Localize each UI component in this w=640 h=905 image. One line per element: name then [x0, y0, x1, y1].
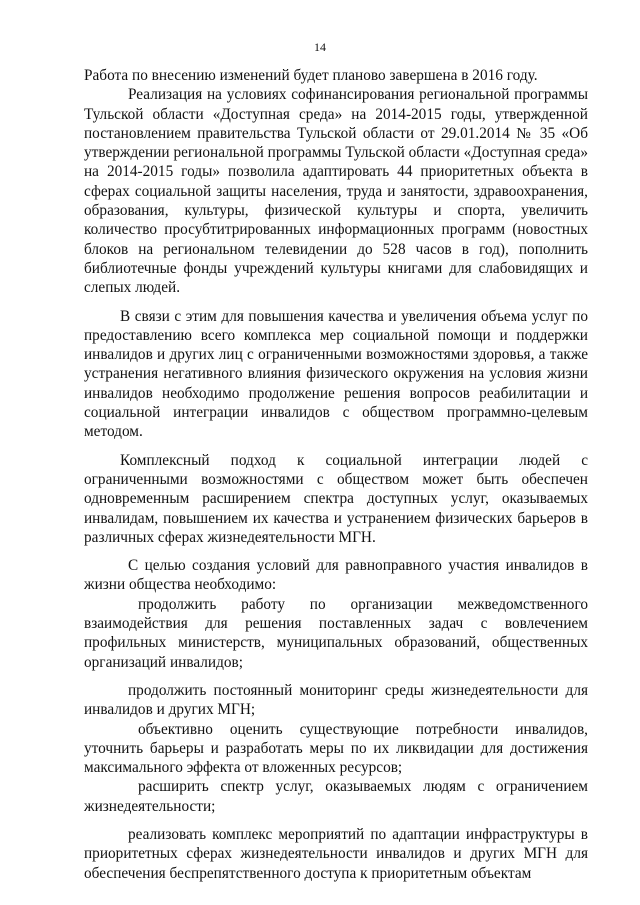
paragraph-complex-approach: Комплексный подход к социальной интеграции людей с ограниченными возможностями с обществом может быть обеспечен одновременным расширением спектра доступных услуг, оказываемых инвалидам, повышением их качества и устранением физических барьеров в различных сферах жизнедеятельности МГН. — [84, 451, 588, 546]
paragraph-goals-intro: С целью создания условий для равноправного участия инвалидов в жизни общества необходимо: — [84, 557, 588, 594]
list-item-monitoring: продолжить постоянный мониторинг среды жизнедеятельности для инвалидов и других МГН; — [84, 681, 588, 719]
body-text — [84, 66, 588, 883]
list-item-services: расширить спектр услуг, оказываемых людям с ограничением жизнедеятельности; — [84, 778, 588, 815]
list-item-assessment: объективно оценить существующие потребности инвалидов, уточнить барьеры и разработать меры по их ликвидации для достижения максимального эффекта от вложенных ресурсов; — [84, 720, 588, 777]
list-item-infrastructure: реализовать комплекс мероприятий по адаптации инфраструктуры в приоритетных сферах жизнедеятельности инвалидов и других МГН для обеспечения беспрепятственного доступа к приоритетным объектам — [84, 825, 588, 882]
page-number: 14 — [314, 40, 326, 54]
list-item-interagency: продолжить работу по организации межведомственного взаимодействия для решения поставленных задач с вовлечением профильных министерств, муниципальных образований, общественных организаций инвалидов; — [84, 595, 588, 671]
paragraph-completion-note: Работа по внесению изменений будет планово завершена в 2016 году. — [84, 67, 538, 84]
paragraph-program-results: Реализация на условиях софинансирования региональной программы Тульской области «Доступная среда» на 2014-2015 годы, утвержденной постановлением правительства Тульской области от 29.01.2014 № 35 «Об утверждении региональной программы Тульской области «Доступная среда» на 2014-2015 годы» позволила адаптировать 44 приоритетных объекта в сферах социальной защиты населения, труда и занятости, здравоохранения, образования, культуры, физической культуры и спорта, увеличить количество просубтитрированных информационных программ (новостных блоков на региональном телевидении до 528 часов в год), пополнить библиотечные фонды учреждений культуры книгами для слабовидящих и слепых людей. — [84, 86, 588, 297]
paragraph-program-method: В связи с этим для повышения качества и увеличения объема услуг по предоставлению всего комплекса мер социальной помощи и поддержки инвалидов и других лиц с ограниченными возможностями здоровья, а также устранения негативного влияния физического окружения на условия жизни инвалидов необходимо продолжение решения вопросов реабилитации и социальной интеграции инвалидов с обществом программно-целевым методом. — [84, 307, 588, 441]
